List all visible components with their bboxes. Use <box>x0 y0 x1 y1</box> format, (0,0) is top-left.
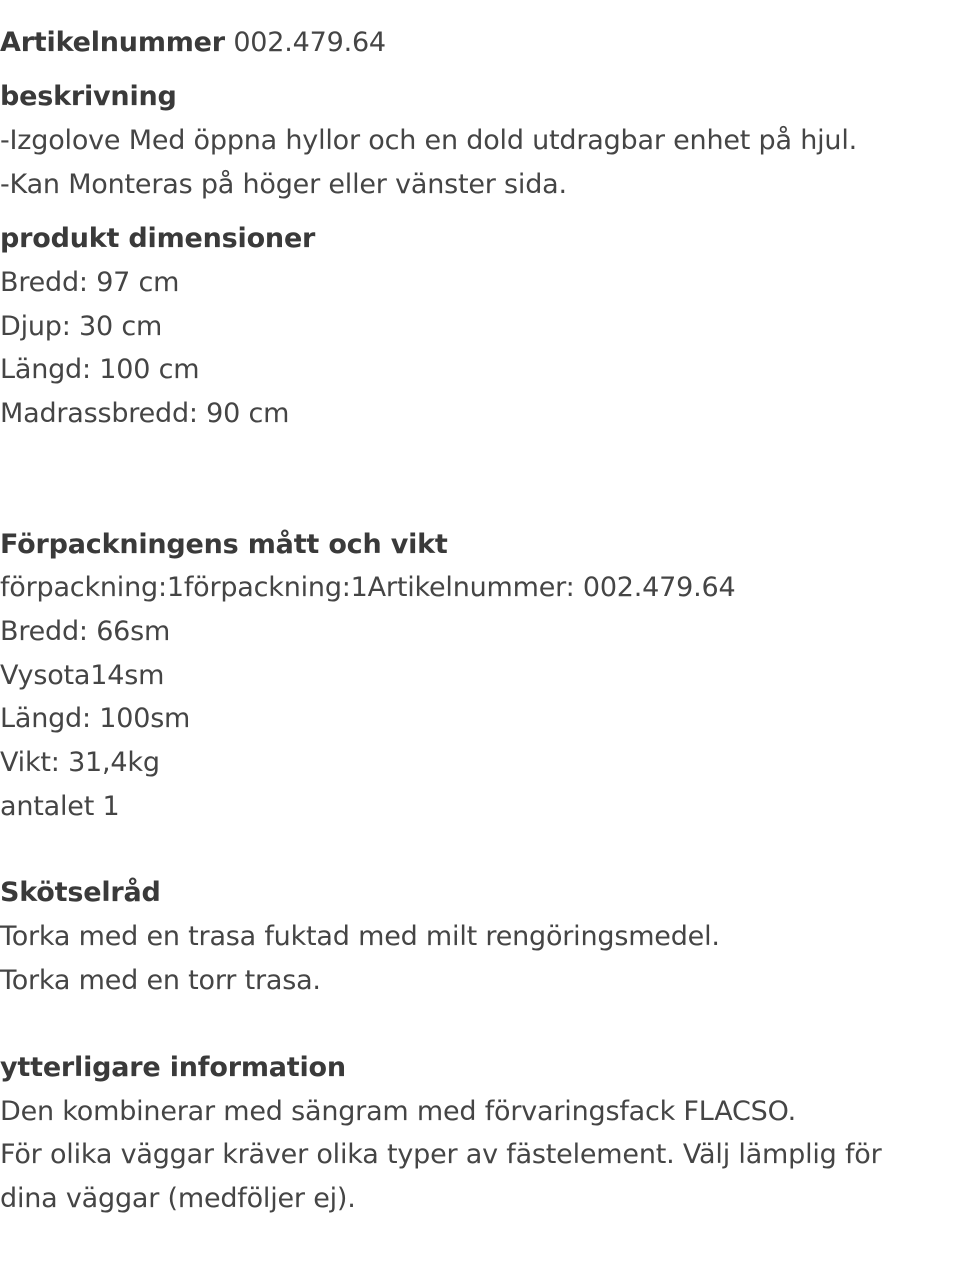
dimension-mattress-width: Madrassbredd: 90 cm <box>0 398 290 429</box>
package-quantity: antalet 1 <box>0 791 120 822</box>
care-line: Torka med en torr trasa. <box>0 965 321 996</box>
dimension-width: Bredd: 97 cm <box>0 267 180 298</box>
package-weight: Vikt: 31,4kg <box>0 747 160 778</box>
product-dimensions-heading: produkt dimensioner <box>0 223 316 254</box>
dimension-depth: Djup: 30 cm <box>0 311 163 342</box>
package-count-article: förpackning:1förpackning:1Artikelnummer: 002.479.64 <box>0 572 736 603</box>
care-line: Torka med en trasa fuktad med milt rengöringsmedel. <box>0 921 720 952</box>
care-heading: Skötselråd <box>0 877 161 908</box>
dimension-length: Längd: 100 cm <box>0 354 200 385</box>
article-number-row <box>0 21 386 65</box>
additional-info-line: dina väggar (medföljer ej). <box>0 1183 356 1214</box>
package-height: Vysota14sm <box>0 660 165 691</box>
additional-info-heading: ytterligare information <box>0 1052 346 1083</box>
description-line: -Izgolove Med öppna hyllor och en dold utdragbar enhet på hjul. <box>0 125 858 156</box>
additional-info-line: För olika väggar kräver olika typer av fästelement. Välj lämplig för <box>0 1139 882 1170</box>
package-heading: Förpackningens mått och vikt <box>0 529 448 560</box>
package-length: Längd: 100sm <box>0 703 191 734</box>
article-number-value: 002.479.64 <box>233 27 386 58</box>
additional-info-line: Den kombinerar med sängram med förvaringsfack FLACSO. <box>0 1096 796 1127</box>
description-line: -Kan Monteras på höger eller vänster sida. <box>0 169 567 200</box>
article-number-label: Artikelnummer <box>0 27 225 58</box>
description-heading: beskrivning <box>0 81 177 112</box>
package-width: Bredd: 66sm <box>0 616 171 647</box>
